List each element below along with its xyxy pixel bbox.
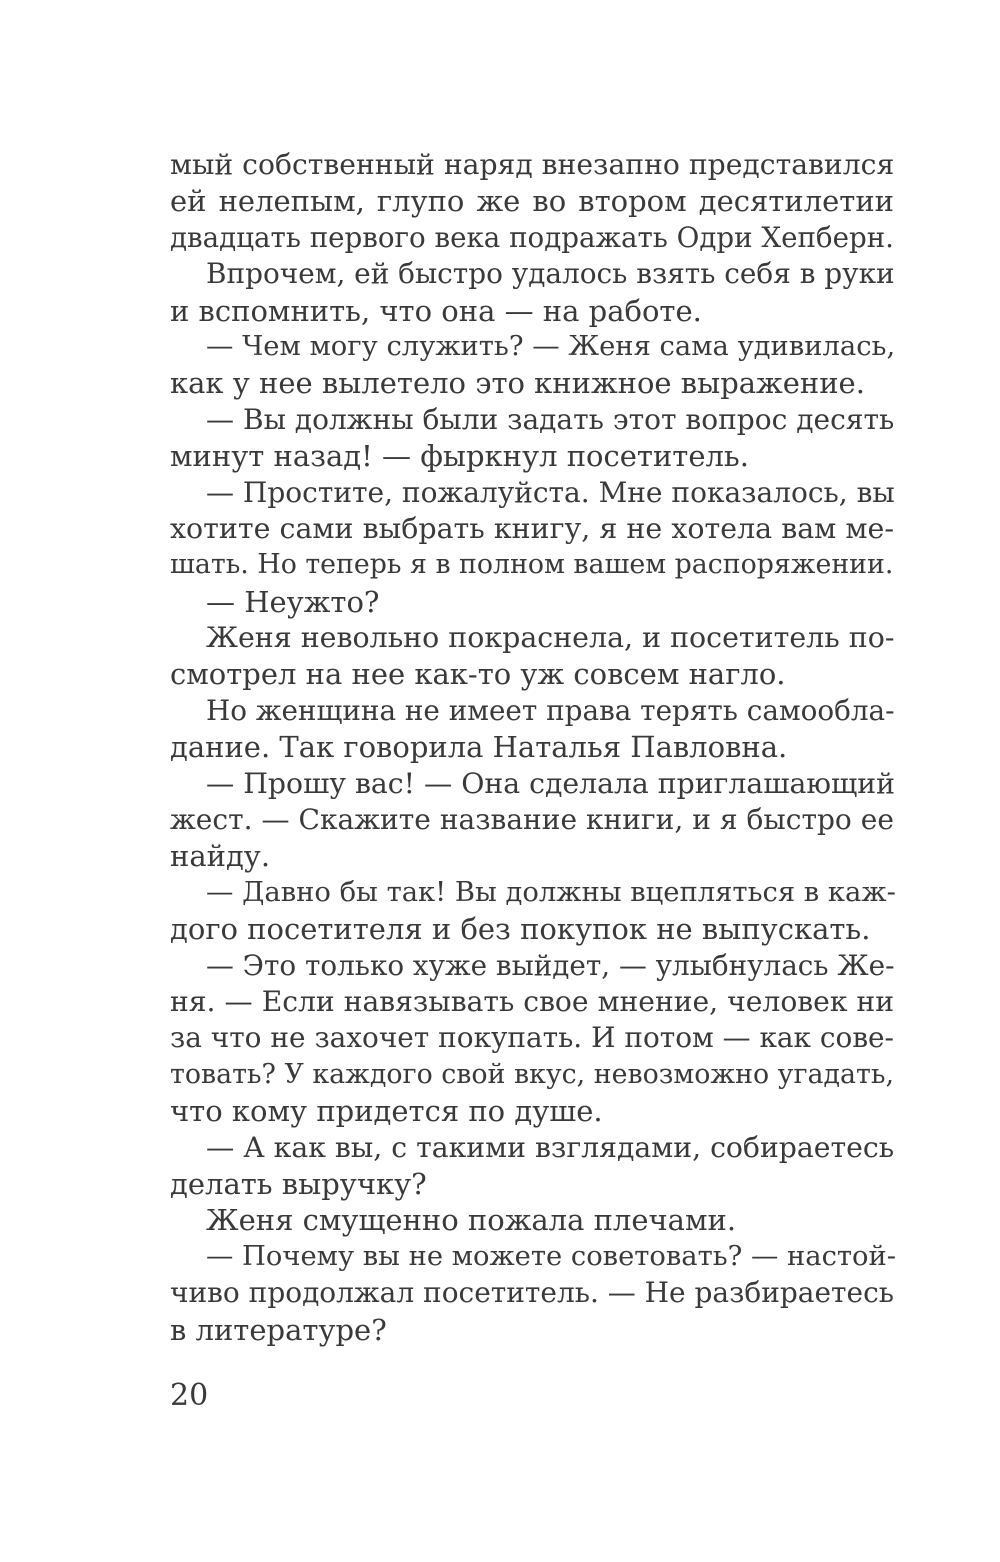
text-line: двадцать первого века подражать Одри Хепберн. [170, 220, 894, 254]
text-line: — Вы должны были задать этот вопрос десять [206, 402, 895, 436]
text-line: — Это только хуже выйдет, — улыбнулась Же- [206, 948, 895, 982]
text-line: — Давно бы так! Вы должны вцепляться в каж- [206, 876, 896, 908]
page-number: 20 [170, 1378, 209, 1413]
text-line: дание. Так говорила Наталья Павловна. [170, 730, 788, 765]
text-line: за что не захочет покупать. И потом — как сове- [170, 1021, 894, 1055]
text-line: Но женщина не имеет права терять самообла- [206, 693, 895, 727]
text-line: как у нее вылетело это книжное выражение. [170, 366, 865, 401]
text-line: минут назад! — фыркнул посетитель. [170, 439, 749, 474]
text-line: жест. — Скажите название книги, и я быстро ее [170, 803, 894, 837]
text-line: Впрочем, ей быстро удалось взять себя в руки [206, 257, 895, 291]
text-line: дого посетителя и без покупок не выпускать. [170, 912, 871, 947]
text-line: — Чем могу служить? — Женя сама удивилась, [206, 330, 896, 362]
body-text [170, 147, 894, 1348]
text-line: — Прошу вас! — Она сделала приглашающий [206, 766, 895, 800]
text-line: и вспомнить, что она — на работе. [170, 293, 702, 328]
text-line: Женя смущенно пожала плечами. [206, 1203, 737, 1238]
text-line: чиво продолжал посетитель. — Не разбираетесь [170, 1276, 894, 1310]
text-line: ня. — Если навязывать свое мнение, человек ни [170, 984, 894, 1018]
text-line: — Неужто? [206, 584, 380, 619]
text-line: — Почему вы не можете советовать? — настой- [206, 1240, 896, 1272]
text-line: — А как вы, с такими взглядами, собираетесь [206, 1130, 895, 1164]
text-line: в литературе? [170, 1312, 387, 1347]
text-line: хотите сами выбрать книгу, я не хотела вам ме- [170, 511, 894, 545]
text-line: товать? У каждого свой вкус, невозможно угадать, [170, 1058, 894, 1090]
text-line: смотрел на нее как-то уж совсем нагло. [170, 657, 786, 692]
text-line: мый собственный наряд внезапно представился [170, 148, 895, 181]
text-line: шать. Но теперь я в полном вашем распоряжении. [170, 549, 894, 581]
text-line: — Простите, пожалуйста. Мне показалось, вы [206, 475, 895, 509]
text-line: что кому придется по душе. [170, 1094, 603, 1129]
text-line: делать выручку? [170, 1166, 427, 1201]
text-line: найду. [170, 839, 271, 874]
text-line: ей нелепым, глупо же во втором десятилетии [170, 184, 894, 219]
text-line: Женя невольно покраснела, и посетитель по- [206, 621, 895, 655]
